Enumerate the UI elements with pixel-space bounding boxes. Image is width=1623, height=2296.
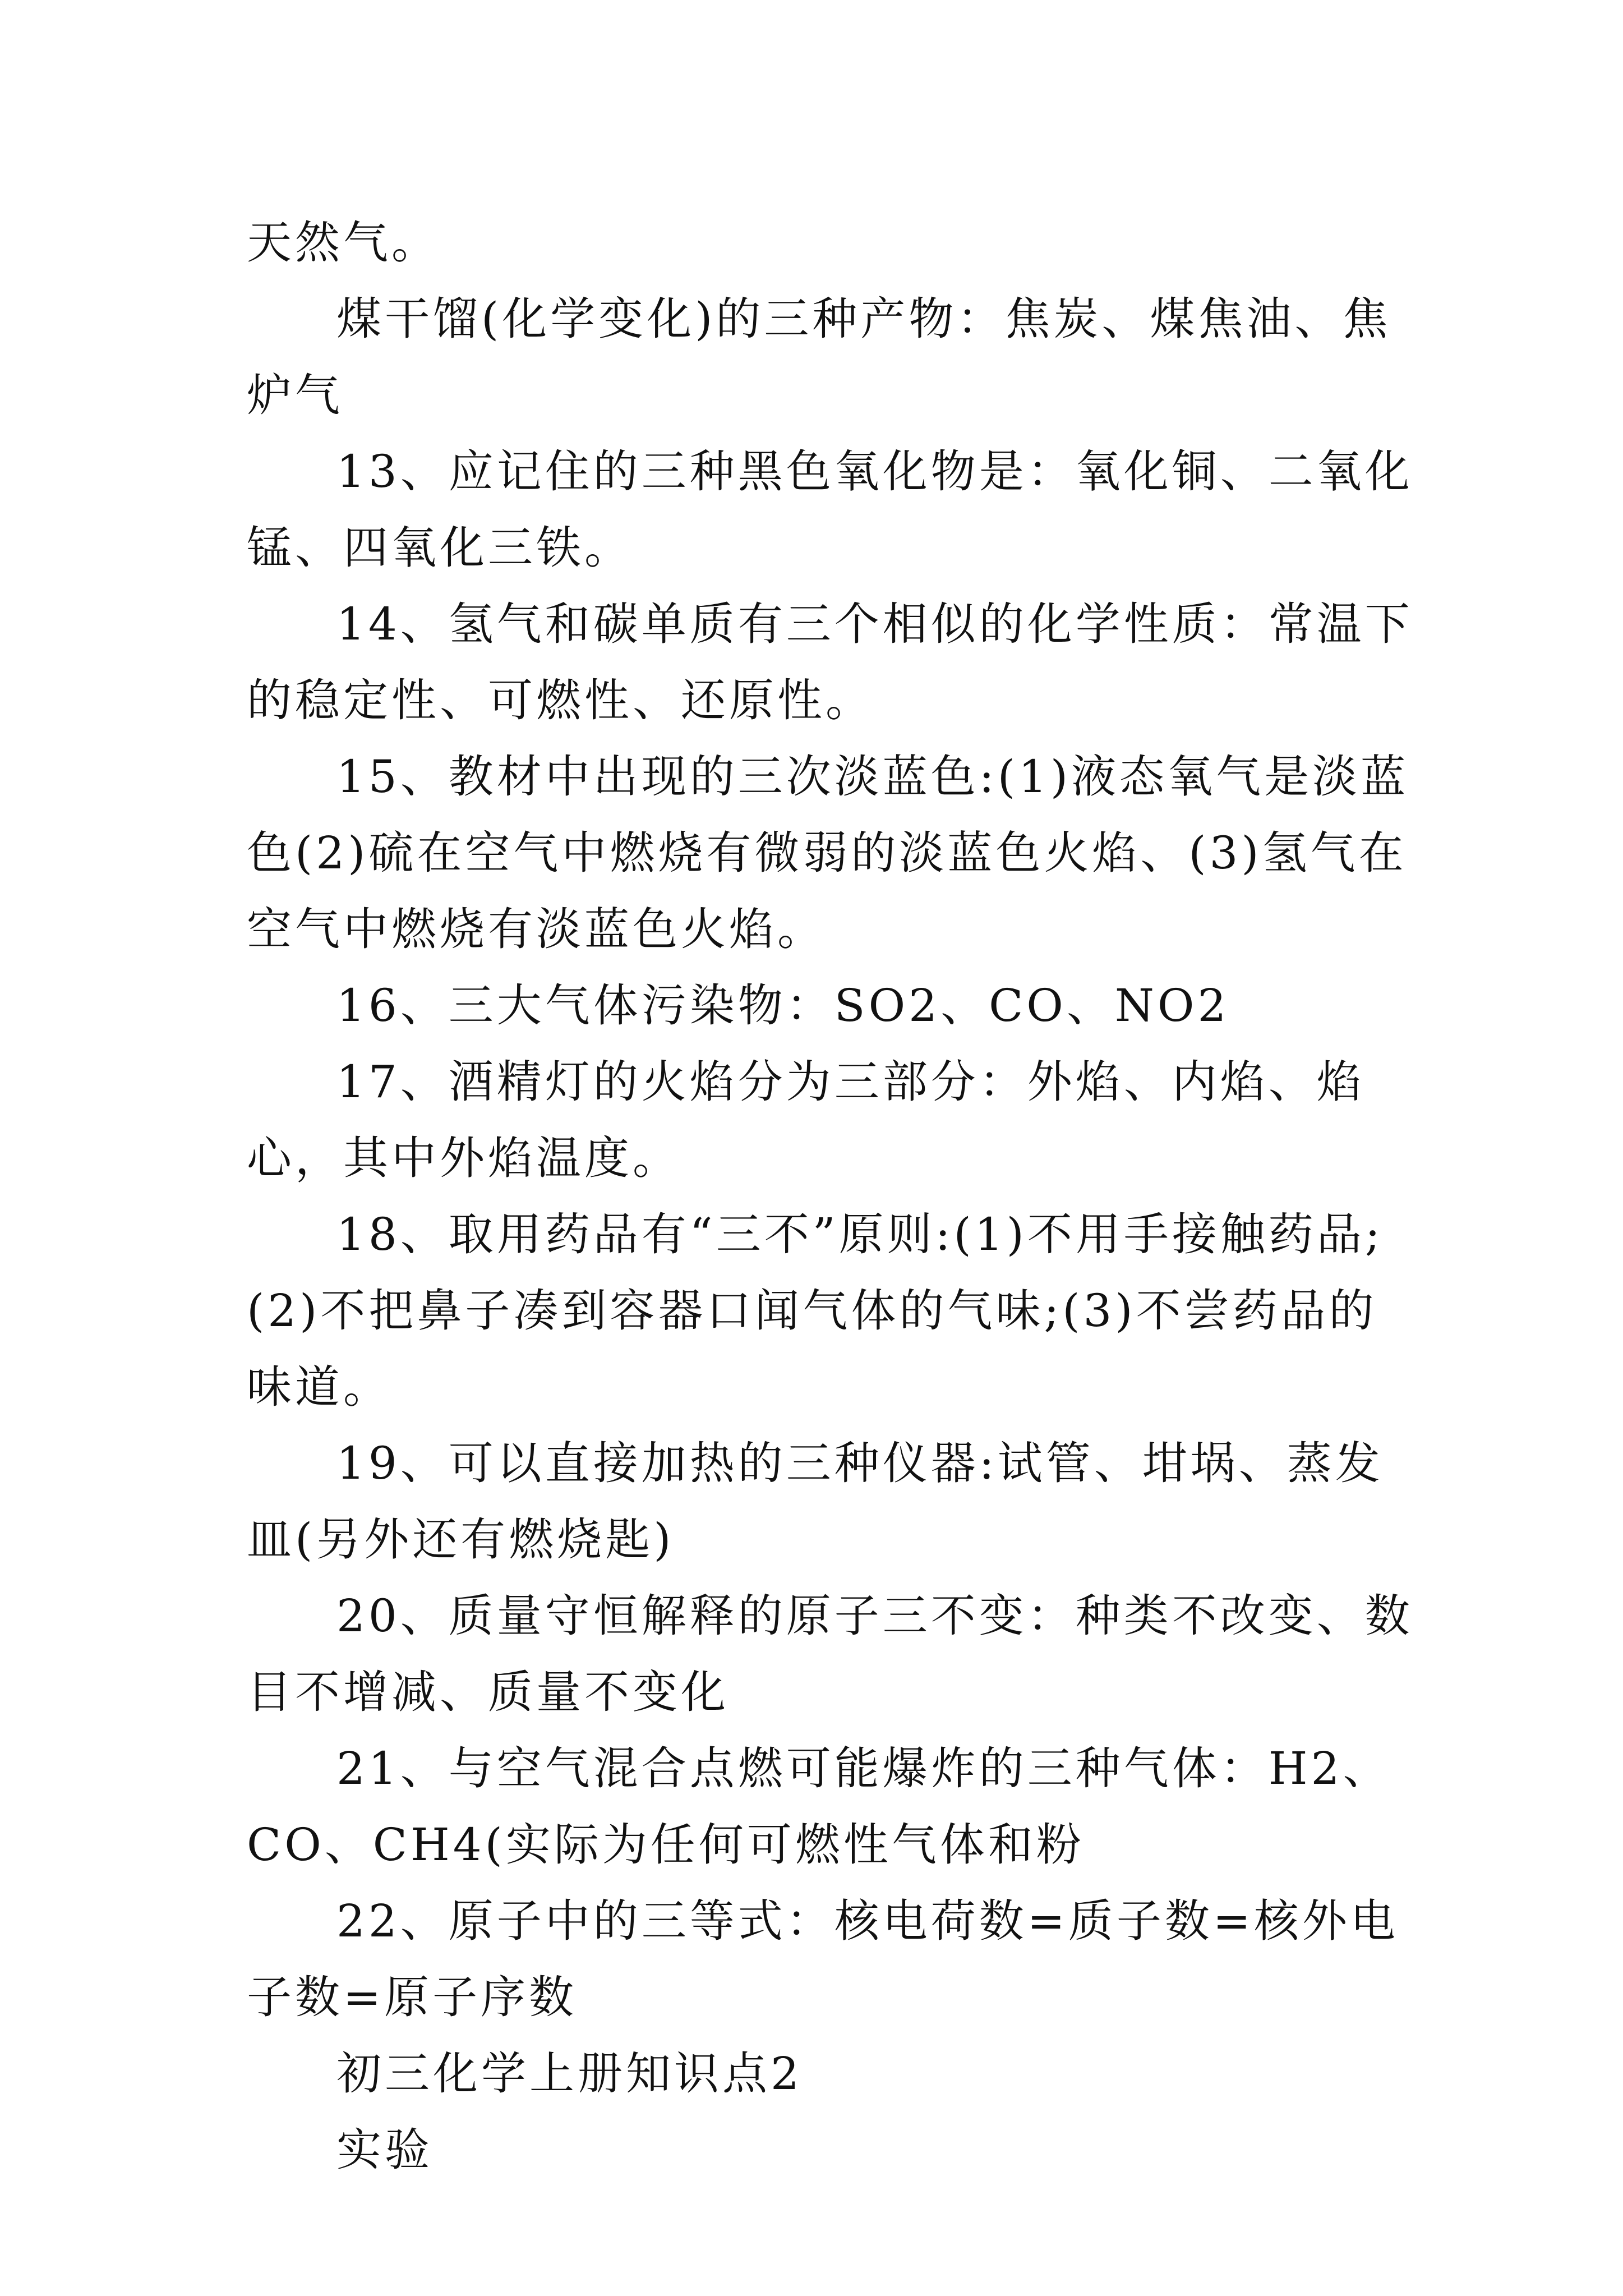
document-body bbox=[247, 205, 1413, 2188]
paragraph-item-21: 21、与空气混合点燃可能爆炸的三种气体：H2、CO、CH4(实际为任何可燃性气体和粉 bbox=[247, 1742, 1391, 1871]
paragraph-item-15: 15、教材中出现的三次淡蓝色:(1)液态氧气是淡蓝色(2)硫在空气中燃烧有微弱的淡蓝色火焰、(3)氢气在空气中燃烧有淡蓝色火焰。 bbox=[247, 751, 1409, 955]
paragraph-item-22: 22、原子中的三等式：核电荷数=质子数=核外电子数=原子序数 bbox=[247, 1895, 1399, 2023]
subsection-heading: 实验 bbox=[336, 2124, 433, 2176]
paragraph-item-16: 16、三大气体污染物：SO2、CO、NO2 bbox=[336, 979, 1230, 1032]
paragraph-item-13: 13、应记住的三种黑色氧化物是：氧化铜、二氧化锰、四氧化三铁。 bbox=[247, 445, 1413, 574]
paragraph-item-19: 19、可以直接加热的三种仪器:试管、坩埚、蒸发皿(另外还有燃烧匙) bbox=[247, 1437, 1384, 1566]
paragraph-item-17: 17、酒精灯的火焰分为三部分：外焰、内焰、焰心，其中外焰温度。 bbox=[247, 1056, 1365, 1184]
paragraph-coal-distillation: 煤干馏(化学变化)的三种产物：焦炭、煤焦油、焦炉气 bbox=[247, 293, 1391, 421]
section-heading: 初三化学上册知识点2 bbox=[336, 2047, 803, 2100]
paragraph-item-18: 18、取用药品有“三不”原则:(1)不用手接触药品;(2)不把鼻子凑到容器口闻气体的气味;(3)不尝药品的味道。 bbox=[247, 1208, 1384, 1413]
paragraph-continuation: 天然气。 bbox=[247, 217, 440, 269]
paragraph-item-20: 20、质量守恒解释的原子三不变：种类不改变、数目不增减、质量不变化 bbox=[247, 1590, 1413, 1718]
paragraph-item-14: 14、氢气和碳单质有三个相似的化学性质：常温下的稳定性、可燃性、还原性。 bbox=[247, 598, 1413, 726]
